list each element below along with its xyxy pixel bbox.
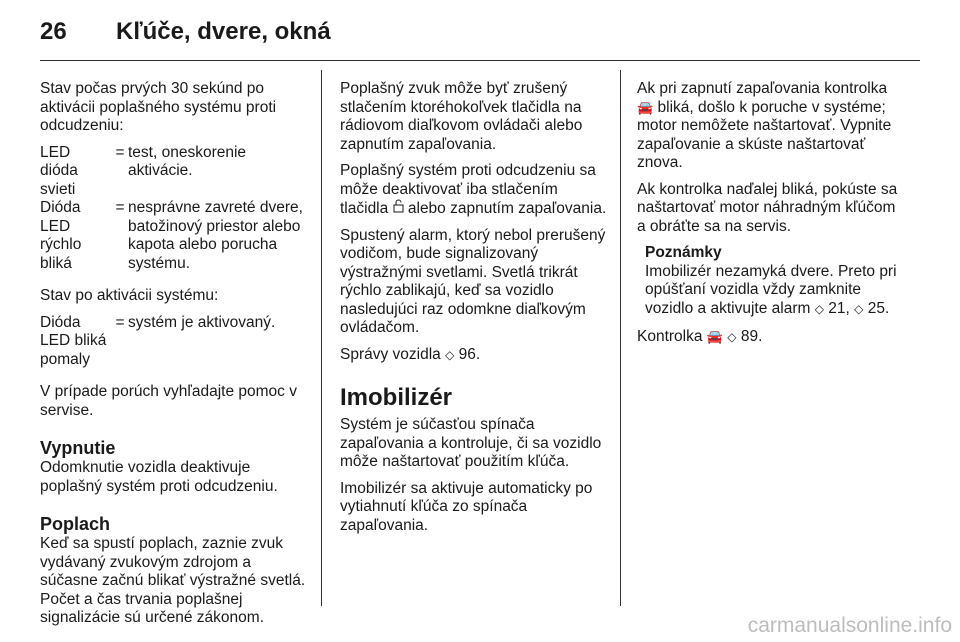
note-text: [645, 263, 905, 319]
page-title: Kľúče, dvere, okná: [116, 18, 331, 45]
table-term: Dióda LED rýchlo bliká: [40, 199, 82, 272]
immobilizer-lamp-icon: 🚘: [637, 99, 654, 115]
header-rule: [40, 60, 920, 61]
page-ref-icon: ◇: [727, 330, 737, 344]
fault-text: [637, 80, 905, 173]
kontrolka-label: Kontrolka: [637, 328, 703, 345]
note-box: [645, 244, 905, 318]
page-ref-icon: ◇: [814, 301, 824, 316]
note-body: Imobilizér nezamyká dvere. Preto pri opúšťaní vozidla vždy zamknite vozidlo a aktivujte alarm: [645, 262, 897, 317]
column-divider-2: [620, 70, 621, 606]
deactivation-text-b: alebo zapnutím zapaľovania.: [407, 200, 607, 217]
status-table-1: [40, 144, 308, 274]
table-term: LED dióda svieti: [40, 143, 78, 198]
unlock-icon: [393, 199, 404, 219]
deactivation-text-a: Poplašný systém proti odcudzeniu sa môže deaktivovať iba stlačením tlačidla: [340, 162, 596, 217]
vypnutie-text: Odomknutie vozidla deaktivuje poplašný systém proti odcudzeniu.: [40, 459, 278, 495]
note-page-ref-1: 21,: [828, 299, 850, 317]
service-text: V prípade porúch vyhľadajte pomoc v servise.: [40, 383, 297, 419]
immobilizer-lamp-icon: 🚘: [706, 329, 723, 344]
vehicle-messages-label: Správy vozidla: [340, 345, 441, 363]
imobilizer-text-2: Imobilizér sa aktivuje automaticky po vytiahnutí kľúča zo spínača zapaľovania.: [340, 479, 593, 534]
kontrolka-ref: [637, 328, 905, 347]
kontrolka-page: 89.: [740, 328, 763, 345]
note-page-ref-2: 25.: [867, 299, 890, 317]
spare-key-text: Ak kontrolka naďalej bliká, pokúste sa naštartovať motor náhradným kľúčom a obráťte sa na servis.: [637, 180, 898, 235]
deactivation-text: [340, 162, 608, 219]
column-2: [340, 80, 608, 543]
note-title: Poznámky: [645, 244, 722, 261]
page-number: 26: [40, 18, 67, 45]
intro-text: Stav počas prvých 30 sekúnd po aktivácii poplašného systému proti odcudzeniu:: [40, 80, 277, 134]
after-activation-text: Stav po aktivácii systému:: [40, 287, 219, 304]
imobilizer-text-1: Systém je súčasťou spínača zapaľovania a kontroluje, či sa vozidlo môže naštartovať použitím kľúča.: [340, 416, 602, 470]
vehicle-messages-page: 96.: [458, 345, 481, 363]
alarm-cancel-text: Poplašný zvuk môže byť zrušený stlačením ktoréhokoľvek tlačidla na rádiovom diaľkovom ovládači alebo zapnutím zapaľovania.: [340, 80, 583, 153]
page-ref-icon: ◇: [445, 347, 455, 362]
column-divider-1: [321, 70, 322, 606]
table-desc: test, oneskorenie aktivácie.: [128, 143, 247, 179]
poplach-text: Keď sa spustí poplach, zaznie zvuk vydávaný zvukovým zdrojom a súčasne začnú blikať výstražné svetlá. Počet a čas trvania poplašnej signalizácie sú určené zákonom.: [40, 535, 306, 626]
status-table-2: [40, 314, 308, 370]
watermark: carmanualsonline.info: [747, 614, 952, 637]
column-1: [40, 80, 308, 636]
heading-poplach: Poplach: [40, 514, 111, 534]
table-term: Dióda LED bliká pomaly: [40, 313, 107, 368]
fault-text-b: bliká, došlo k poruche v systéme; motor nemôžete naštartovať. Vypnite zapaľovanie a skúste naštartovať znova.: [637, 98, 892, 171]
fault-text-a: Ak pri zapnutí zapaľovania kontrolka: [637, 80, 888, 97]
table-eq: =: [115, 313, 125, 331]
column-3: [637, 80, 905, 355]
table-desc: nesprávne zavreté dvere, batožinový priestor alebo kapota alebo porucha systému.: [128, 199, 303, 272]
heading-imobilizer: Imobilizér: [340, 384, 453, 411]
heading-vypnutie: Vypnutie: [40, 438, 116, 458]
page-ref-icon: ◇: [854, 301, 864, 316]
page-header: [40, 14, 920, 54]
vehicle-messages-ref: [340, 346, 608, 365]
table-eq: =: [115, 143, 125, 161]
table-eq: =: [115, 199, 125, 216]
table-desc: systém je aktivovaný.: [128, 313, 276, 331]
triggered-alarm-text: Spustený alarm, ktorý nebol prerušený vodičom, bude signalizovaný výstražnými svetlami. Svetlá trikrát rýchlo zablikajú, keď sa vozidlo nasledujúci raz odomkne diaľkovým ovládačom.: [340, 226, 606, 336]
